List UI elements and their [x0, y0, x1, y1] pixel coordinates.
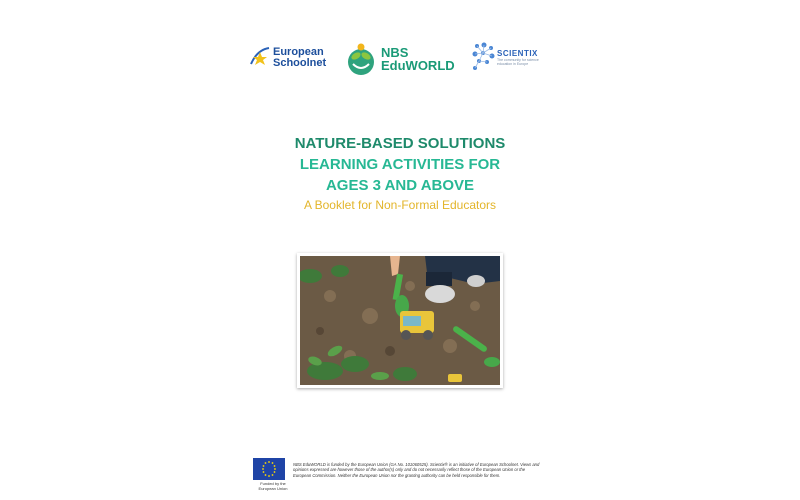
eu-funding-caption: Funded by the European Union: [258, 481, 288, 491]
funding-disclaimer: NBS EduWORLD is funded by the European Union (GA No. 101060525). Scientix® is an initiative of European Schoolnet. Views and opinions expressed are however those of the author(s) only and do not necessarily reflect those of the European Union or the European Commission. Neither the European Union nor the granting authority can be held responsible for them.: [293, 462, 540, 478]
title-line-1: NATURE-BASED SOLUTIONS: [294, 135, 506, 152]
scientix-name: SCIENTIX: [497, 48, 538, 58]
partner-logos: [233, 40, 567, 80]
title-line-2: LEARNING ACTIVITIES FOR: [299, 156, 501, 173]
star-swoosh-icon: [249, 46, 271, 70]
esn-line1: European: [273, 46, 324, 58]
nbs-eduworld-logo: [345, 42, 455, 76]
esn-line2: Schoolnet: [273, 57, 327, 69]
leaf-globe-icon: [345, 42, 377, 76]
nbs-line1: NBS: [381, 45, 409, 60]
title-line-3: AGES 3 AND ABOVE: [325, 177, 475, 194]
funding-footer: [253, 458, 543, 494]
molecule-icon: [471, 42, 497, 72]
eu-flag-icon: [253, 458, 285, 480]
cover-photo: [297, 253, 503, 388]
european-schoolnet-logo: [249, 46, 326, 70]
child-playing-in-garden-image: [300, 256, 500, 385]
nbs-line2: EduWORLD: [381, 58, 455, 73]
booklet-subtitle: A Booklet for Non-Formal Educators: [303, 198, 497, 212]
scientix-logo: [471, 42, 541, 72]
booklet-title: [233, 133, 567, 196]
scientix-tagline: The community for science education in Europe: [497, 57, 539, 66]
booklet-cover: [233, 0, 567, 500]
